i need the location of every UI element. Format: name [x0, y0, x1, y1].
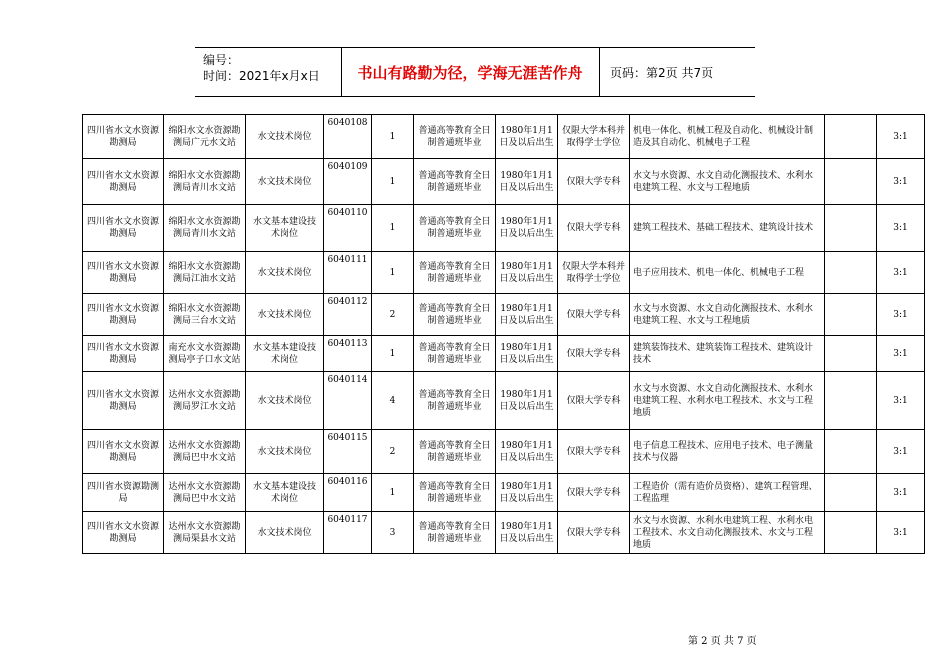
dept-cell: 四川省水文水资源勘测局 [83, 512, 164, 554]
major-cell: 水文与水资源、水文自动化测报技术、水利水电建筑工程、水文与工程地质 [630, 294, 825, 336]
degree-cell: 仅限大学本科并取得学士学位 [558, 115, 630, 159]
table-row [83, 430, 925, 474]
table-row [83, 115, 925, 159]
count-cell: 3 [372, 512, 414, 554]
degree-cell: 仅限大学本科并取得学士学位 [558, 252, 630, 294]
code-cell: 6040114 [324, 372, 372, 430]
degree-cell: 仅限大学专科 [558, 205, 630, 252]
education-cell: 普通高等教育全日制普通班毕业 [414, 115, 496, 159]
blank-cell [825, 336, 877, 372]
code-cell: 6040113 [324, 336, 372, 372]
count-cell: 2 [372, 294, 414, 336]
ratio-cell: 3:1 [877, 336, 925, 372]
code-cell: 6040117 [324, 512, 372, 554]
dept-cell: 四川省水文水资源勘测局 [83, 372, 164, 430]
post-cell: 水文技术岗位 [246, 252, 324, 294]
page-footer: 第 2 页 共 7 页 [688, 636, 757, 647]
dept-cell: 四川省水文水资源勘测局 [83, 336, 164, 372]
post-cell: 水文技术岗位 [246, 115, 324, 159]
major-cell: 水文与水资源、水文自动化测报技术、水利水电建筑工程、水利水电工程技术、水文与工程地质 [630, 372, 825, 430]
code-cell: 6040115 [324, 430, 372, 474]
degree-cell: 仅限大学专科 [558, 294, 630, 336]
education-cell: 普通高等教育全日制普通班毕业 [414, 430, 496, 474]
birth-cell: 1980年1月1日及以后出生 [496, 205, 558, 252]
degree-cell: 仅限大学专科 [558, 336, 630, 372]
table-row [83, 372, 925, 430]
ratio-cell: 3:1 [877, 430, 925, 474]
birth-cell: 1980年1月1日及以后出生 [496, 336, 558, 372]
blank-cell [825, 474, 877, 512]
table-row [83, 252, 925, 294]
time-label: 时间：2021年x月x日 [203, 69, 320, 83]
major-cell: 工程造价（需有造价员资格）、建筑工程管理、工程监理 [630, 474, 825, 512]
count-cell: 1 [372, 474, 414, 512]
birth-cell: 1980年1月1日及以后出生 [496, 115, 558, 159]
birth-cell: 1980年1月1日及以后出生 [496, 372, 558, 430]
major-cell: 建筑工程技术、基础工程技术、建筑设计技术 [630, 205, 825, 252]
ratio-cell: 3:1 [877, 252, 925, 294]
post-cell: 水文基本建设技术岗位 [246, 474, 324, 512]
ratio-cell: 3:1 [877, 372, 925, 430]
ratio-cell: 3:1 [877, 115, 925, 159]
dept-cell: 四川省水文水资源勘测局 [83, 115, 164, 159]
blank-cell [825, 205, 877, 252]
blank-cell [825, 372, 877, 430]
ratio-cell: 3:1 [877, 205, 925, 252]
degree-cell: 仅限大学专科 [558, 430, 630, 474]
dept-cell: 四川省水资源勘测局 [83, 474, 164, 512]
dept-cell: 四川省水文水资源勘测局 [83, 205, 164, 252]
ratio-cell: 3:1 [877, 474, 925, 512]
education-cell: 普通高等教育全日制普通班毕业 [414, 159, 496, 205]
ratio-cell: 3:1 [877, 159, 925, 205]
unit-cell: 达州水文水资源勘测局巴中水文站 [164, 430, 246, 474]
major-cell: 水文与水资源、水利水电建筑工程、水利水电工程技术、水文自动化测报技术、水文与工程地质 [630, 512, 825, 554]
header-divider [599, 48, 600, 96]
education-cell: 普通高等教育全日制普通班毕业 [414, 512, 496, 554]
post-cell: 水文技术岗位 [246, 512, 324, 554]
major-cell: 建筑装饰技术、建筑装饰工程技术、建筑设计技术 [630, 336, 825, 372]
count-cell: 2 [372, 430, 414, 474]
education-cell: 普通高等教育全日制普通班毕业 [414, 336, 496, 372]
blank-cell [825, 115, 877, 159]
major-cell: 电子信息工程技术、应用电子技术、电子测量技术与仪器 [630, 430, 825, 474]
unit-cell: 绵阳水文水资源勘测局青川水文站 [164, 159, 246, 205]
birth-cell: 1980年1月1日及以后出生 [496, 252, 558, 294]
code-cell: 6040109 [324, 159, 372, 205]
ratio-cell: 3:1 [877, 294, 925, 336]
count-cell: 1 [372, 252, 414, 294]
code-cell: 6040116 [324, 474, 372, 512]
table-row [83, 159, 925, 205]
birth-cell: 1980年1月1日及以后出生 [496, 430, 558, 474]
major-cell: 机电一体化、机械工程及自动化、机械设计制造及其自动化、机械电子工程 [630, 115, 825, 159]
post-cell: 水文技术岗位 [246, 372, 324, 430]
code-cell: 6040108 [324, 115, 372, 159]
degree-cell: 仅限大学专科 [558, 372, 630, 430]
header-page-label: 页码：第2页 共7页 [610, 65, 714, 80]
blank-cell [825, 294, 877, 336]
dept-cell: 四川省水文水资源勘测局 [83, 294, 164, 336]
table-row [83, 474, 925, 512]
code-cell: 6040111 [324, 252, 372, 294]
dept-cell: 四川省水文水资源勘测局 [83, 430, 164, 474]
blank-cell [825, 252, 877, 294]
unit-cell: 达州水文水资源勘测局罗江水文站 [164, 372, 246, 430]
education-cell: 普通高等教育全日制普通班毕业 [414, 372, 496, 430]
education-cell: 普通高等教育全日制普通班毕业 [414, 252, 496, 294]
major-cell: 水文与水资源、水文自动化测报技术、水利水电建筑工程、水文与工程地质 [630, 159, 825, 205]
degree-cell: 仅限大学专科 [558, 512, 630, 554]
ratio-cell: 3:1 [877, 512, 925, 554]
post-cell: 水文技术岗位 [246, 159, 324, 205]
degree-cell: 仅限大学专科 [558, 474, 630, 512]
unit-cell: 绵阳水文水资源勘测局江油水文站 [164, 252, 246, 294]
table-row [83, 336, 925, 372]
recruitment-table [82, 114, 925, 554]
birth-cell: 1980年1月1日及以后出生 [496, 294, 558, 336]
header-motto: 书山有路勤为径，学海无涯苦作舟 [357, 63, 583, 82]
degree-cell: 仅限大学专科 [558, 159, 630, 205]
birth-cell: 1980年1月1日及以后出生 [496, 159, 558, 205]
table-row [83, 512, 925, 554]
birth-cell: 1980年1月1日及以后出生 [496, 512, 558, 554]
unit-cell: 绵阳水文水资源勘测局三台水文站 [164, 294, 246, 336]
count-cell: 1 [372, 205, 414, 252]
table-row [83, 205, 925, 252]
unit-cell: 绵阳水文水资源勘测局青川水文站 [164, 205, 246, 252]
dept-cell: 四川省水文水资源勘测局 [83, 159, 164, 205]
count-cell: 1 [372, 115, 414, 159]
page-header [195, 47, 755, 97]
post-cell: 水文技术岗位 [246, 430, 324, 474]
post-cell: 水文技术岗位 [246, 294, 324, 336]
education-cell: 普通高等教育全日制普通班毕业 [414, 474, 496, 512]
post-cell: 水文基本建设技术岗位 [246, 205, 324, 252]
blank-cell [825, 159, 877, 205]
count-cell: 4 [372, 372, 414, 430]
blank-cell [825, 430, 877, 474]
education-cell: 普通高等教育全日制普通班毕业 [414, 294, 496, 336]
unit-cell: 达州水文水资源勘测局巴中水文站 [164, 474, 246, 512]
major-cell: 电子应用技术、机电一体化、机械电子工程 [630, 252, 825, 294]
post-cell: 水文基本建设技术岗位 [246, 336, 324, 372]
header-meta [203, 52, 320, 84]
unit-cell: 南充水文水资源勘测局亭子口水文站 [164, 336, 246, 372]
code-cell: 6040110 [324, 205, 372, 252]
education-cell: 普通高等教育全日制普通班毕业 [414, 205, 496, 252]
count-cell: 1 [372, 159, 414, 205]
dept-cell: 四川省水文水资源勘测局 [83, 252, 164, 294]
birth-cell: 1980年1月1日及以后出生 [496, 474, 558, 512]
number-label: 编号： [203, 53, 240, 67]
blank-cell [825, 512, 877, 554]
unit-cell: 绵阳水文水资源勘测局广元水文站 [164, 115, 246, 159]
count-cell: 1 [372, 336, 414, 372]
code-cell: 6040112 [324, 294, 372, 336]
table-row [83, 294, 925, 336]
unit-cell: 达州水文水资源勘测局渠县水文站 [164, 512, 246, 554]
